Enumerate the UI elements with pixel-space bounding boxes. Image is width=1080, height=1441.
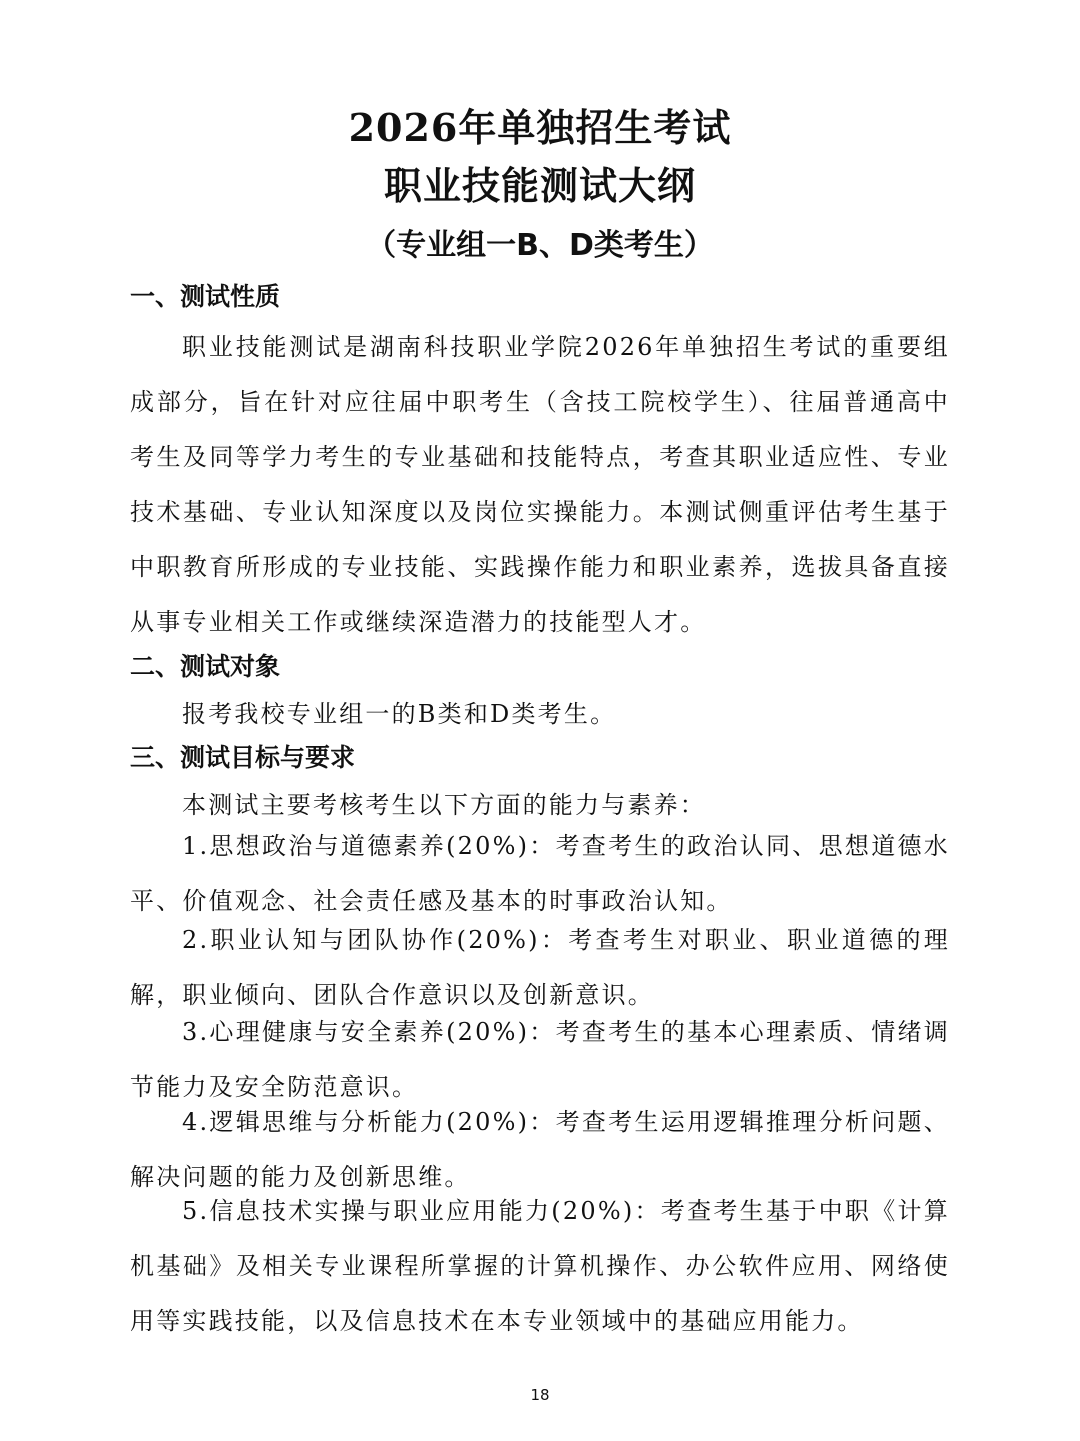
- title-line-1: 2026年单独招生考试: [348, 105, 732, 150]
- section-3-heading: 三、测试目标与要求: [130, 743, 356, 772]
- subtitle: （专业组一B、D类考生）: [366, 228, 714, 263]
- section-1-heading: 一、测试性质: [130, 282, 281, 311]
- title-line-2: 职业技能测试大纲: [383, 163, 696, 208]
- section-3-intro: 本测试主要考核考生以下方面的能力与素养：: [182, 791, 706, 819]
- goal-item-5: 5.信息技术实操与职业应用能力(20%)：考查考生基于中职《计算机基础》及相关专业课程所掌握的计算机操作、办公软件应用、网络使用等实践技能，以及信息技术在本专业领域中的基础应用能力。: [130, 1197, 950, 1335]
- page-number: 18: [530, 1386, 550, 1404]
- goal-item-1: 1.思想政治与道德素养(20%)：考查考生的政治认同、思想道德水平、价值观念、社会责任感及基本的时事政治认知。: [130, 832, 950, 915]
- goal-item-2: 2.职业认知与团队协作(20%)：考查考生对职业、职业道德的理解，职业倾向、团队合作意识以及创新意识。: [130, 926, 950, 1009]
- section-1-paragraph: 职业技能测试是湖南科技职业学院2026年单独招生考试的重要组成部分，旨在针对应往届中职考生（含技工院校学生）、往届普通高中考生及同等学力考生的专业基础和技能特点，考查其职业适应性、专业技术基础、专业认知深度以及岗位实操能力。本测试侧重评估考生基于中职教育所形成的专业技能、实践操作能力和职业素养，选拔具备直接从事专业相关工作或继续深造潜力的技能型人才。: [130, 333, 950, 636]
- goal-item-3: 3.心理健康与安全素养(20%)：考查考生的基本心理素质、情绪调节能力及安全防范意识。: [130, 1018, 950, 1101]
- section-2-paragraph: 报考我校专业组一的B类和D类考生。: [182, 700, 617, 728]
- goal-item-4: 4.逻辑思维与分析能力(20%)：考查考生运用逻辑推理分析问题、解决问题的能力及创新思维。: [130, 1108, 950, 1191]
- section-2-heading: 二、测试对象: [130, 652, 281, 681]
